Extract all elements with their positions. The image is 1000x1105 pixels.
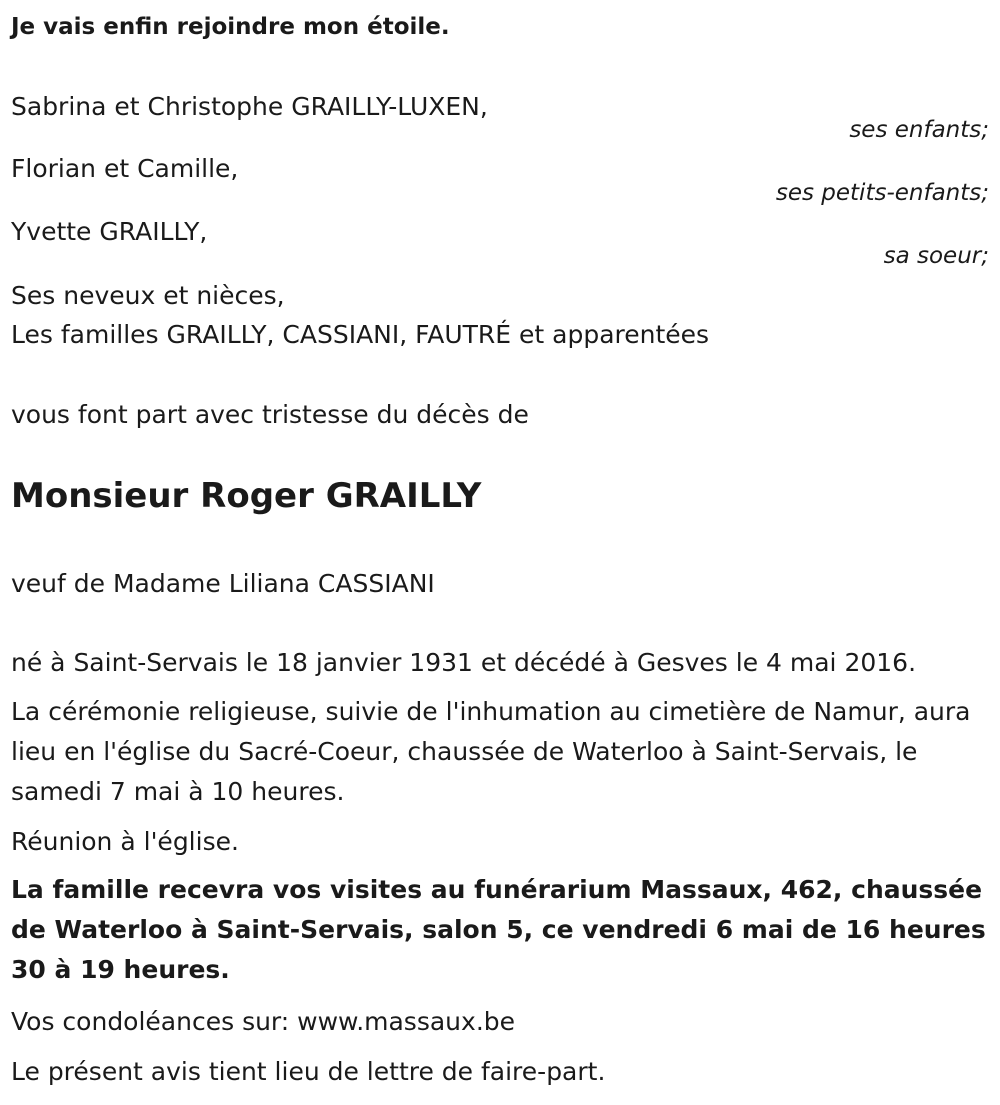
- extended-family-families: Les familles GRAILLY, CASSIANI, FAUTRÉ et apparentées: [11, 320, 710, 349]
- family-grandchildren-names: Florian et Camille,: [11, 154, 239, 183]
- deceased-name: Monsieur Roger GRAILLY: [11, 476, 482, 516]
- family-grandchildren-relation: ses petits-enfants;: [775, 180, 989, 206]
- epitaph: Je vais enfin rejoindre mon étoile.: [11, 14, 450, 40]
- extended-family-nephews: Ses neveux et nièces,: [11, 281, 285, 310]
- visits-details: La famille recevra vos visites au funérarium Massaux, 462, chaussée de Waterloo à Saint-Servais, salon 5, ce vendredi 6 mai de 16 heures 30 à 19 heures.: [11, 875, 986, 984]
- family-sister-relation: sa soeur;: [883, 243, 989, 269]
- announcement-text: vous font part avec tristesse du décès de: [11, 400, 529, 429]
- birth-death-dates: né à Saint-Servais le 18 janvier 1931 et décédé à Gesves le 4 mai 2016.: [11, 648, 917, 677]
- widower-of: veuf de Madame Liliana CASSIANI: [11, 569, 435, 598]
- meeting-location: Réunion à l'église.: [11, 827, 239, 856]
- notice-statement: Le présent avis tient lieu de lettre de faire-part.: [11, 1057, 606, 1086]
- family-children-relation: ses enfants;: [849, 117, 989, 143]
- ceremony-details: La cérémonie religieuse, suivie de l'inhumation au cimetière de Namur, aura lieu en l'église du Sacré-Coeur, chaussée de Waterloo à Saint-Servais, le samedi 7 mai à 10 heures.: [11, 697, 971, 806]
- family-sister-names: Yvette GRAILLY,: [11, 217, 208, 246]
- family-children-names: Sabrina et Christophe GRAILLY-LUXEN,: [11, 92, 488, 121]
- condolences-link: Vos condoléances sur: www.massaux.be: [11, 1007, 516, 1036]
